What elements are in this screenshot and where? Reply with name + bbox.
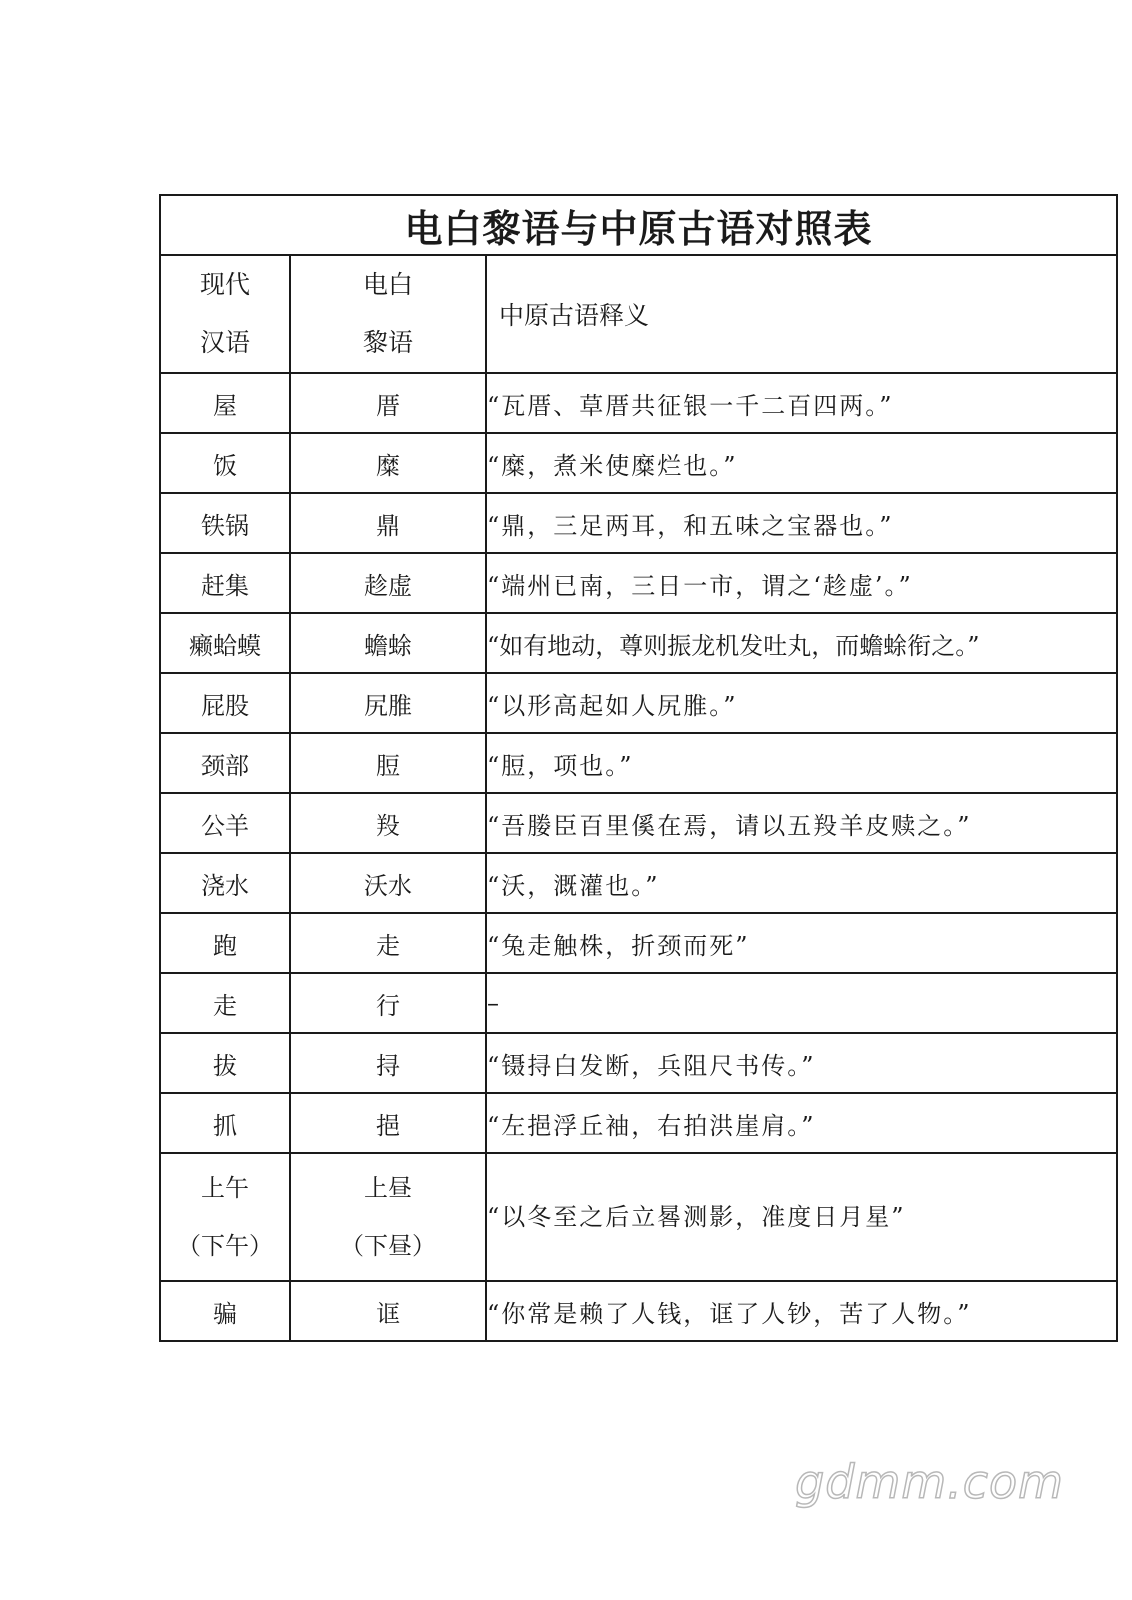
cell-dianbai: 趁虚 xyxy=(290,553,486,613)
cell-dianbai: 诓 xyxy=(290,1281,486,1341)
cell-dianbai: 厝 xyxy=(290,373,486,433)
cell-modern: 走 xyxy=(160,973,290,1033)
header-meaning: 中原古语释义 xyxy=(486,255,1117,373)
cell-dianbai: 蟾蜍 xyxy=(290,613,486,673)
cell-dianbai: 沃水 xyxy=(290,853,486,913)
cell-meaning: “糜，煮米使糜烂也。” xyxy=(486,433,1117,493)
cell-modern: 屋 xyxy=(160,373,290,433)
cell-modern: 癞蛤蟆 xyxy=(160,613,290,673)
cell-dianbai: 糜 xyxy=(290,433,486,493)
table-row xyxy=(160,973,1117,1033)
table-row xyxy=(160,493,1117,553)
site-watermark: gdmm.com xyxy=(795,1455,1064,1509)
cell-dianbai: 羖 xyxy=(290,793,486,853)
table-row xyxy=(160,853,1117,913)
cell-modern: 抓 xyxy=(160,1093,290,1153)
table-row xyxy=(160,1281,1117,1341)
cell-dianbai-line2: （下昼） xyxy=(340,1232,436,1260)
cell-modern: 铁锅 xyxy=(160,493,290,553)
table-row xyxy=(160,433,1117,493)
cell-meaning: – xyxy=(486,973,1117,1033)
table-row xyxy=(160,373,1117,433)
cell-modern: 颈部 xyxy=(160,733,290,793)
cell-modern: 屁股 xyxy=(160,673,290,733)
table-row xyxy=(160,553,1117,613)
cell-meaning: “脰，项也。” xyxy=(486,733,1117,793)
cell-dianbai: 行 xyxy=(290,973,486,1033)
cell-dianbai: 挹 xyxy=(290,1093,486,1153)
table-row xyxy=(160,1153,1117,1281)
cell-meaning: “瓦厝、草厝共征银一千二百四两。” xyxy=(486,373,1117,433)
cell-modern: 饭 xyxy=(160,433,290,493)
table-row xyxy=(160,733,1117,793)
table-title-row xyxy=(160,195,1117,255)
table-row xyxy=(160,673,1117,733)
cell-meaning: “端州已南，三日一市，谓之‘趁虚’。” xyxy=(486,553,1117,613)
cell-meaning: “你常是赖了人钱，诓了人钞，苦了人物。” xyxy=(486,1281,1117,1341)
table-row xyxy=(160,1033,1117,1093)
cell-meaning: “镊挦白发断，兵阻尺书传。” xyxy=(486,1033,1117,1093)
cell-meaning: “左挹浮丘袖，右拍洪崖肩。” xyxy=(486,1093,1117,1153)
cell-meaning: “如有地动，尊则振龙机发吐丸，而蟾蜍衔之。” xyxy=(486,613,1117,673)
cell-dianbai: 走 xyxy=(290,913,486,973)
cell-modern: 骗 xyxy=(160,1281,290,1341)
cell-modern-line1: 上午 xyxy=(201,1174,249,1202)
table-row xyxy=(160,1093,1117,1153)
cell-dianbai xyxy=(290,1153,486,1281)
cell-dianbai-line1: 上昼 xyxy=(364,1174,412,1202)
cell-meaning: “鼎，三足两耳，和五味之宝器也。” xyxy=(486,493,1117,553)
header-modern-line1: 现代 xyxy=(199,270,250,299)
cell-dianbai: 脰 xyxy=(290,733,486,793)
cell-dianbai: 尻脽 xyxy=(290,673,486,733)
cell-modern-line2: （下午） xyxy=(177,1232,273,1260)
header-dianbai-line2: 黎语 xyxy=(362,328,413,357)
cell-modern xyxy=(160,1153,290,1281)
header-modern-line2: 汉语 xyxy=(199,328,250,357)
cell-modern: 公羊 xyxy=(160,793,290,853)
table-header-row xyxy=(160,255,1117,373)
cell-modern: 拔 xyxy=(160,1033,290,1093)
cell-modern: 赶集 xyxy=(160,553,290,613)
header-modern-chinese xyxy=(160,255,290,373)
table-row xyxy=(160,793,1117,853)
cell-meaning: “兔走触株，折颈而死” xyxy=(486,913,1117,973)
header-dianbai-line1: 电白 xyxy=(362,270,413,299)
header-dianbai-li xyxy=(290,255,486,373)
table-title: 电白黎语与中原古语对照表 xyxy=(160,195,1117,255)
cell-modern: 跑 xyxy=(160,913,290,973)
cell-meaning: “吾媵臣百里傒在焉，请以五羖羊皮赎之。” xyxy=(486,793,1117,853)
cell-meaning: “沃，溉灌也。” xyxy=(486,853,1117,913)
comparison-table xyxy=(159,194,1118,1342)
cell-modern: 浇水 xyxy=(160,853,290,913)
cell-dianbai: 挦 xyxy=(290,1033,486,1093)
table-row xyxy=(160,913,1117,973)
cell-meaning: “以冬至之后立晷测影，准度日月星” xyxy=(486,1153,1117,1281)
cell-dianbai: 鼎 xyxy=(290,493,486,553)
table-row xyxy=(160,613,1117,673)
cell-meaning: “以形高起如人尻脽。” xyxy=(486,673,1117,733)
